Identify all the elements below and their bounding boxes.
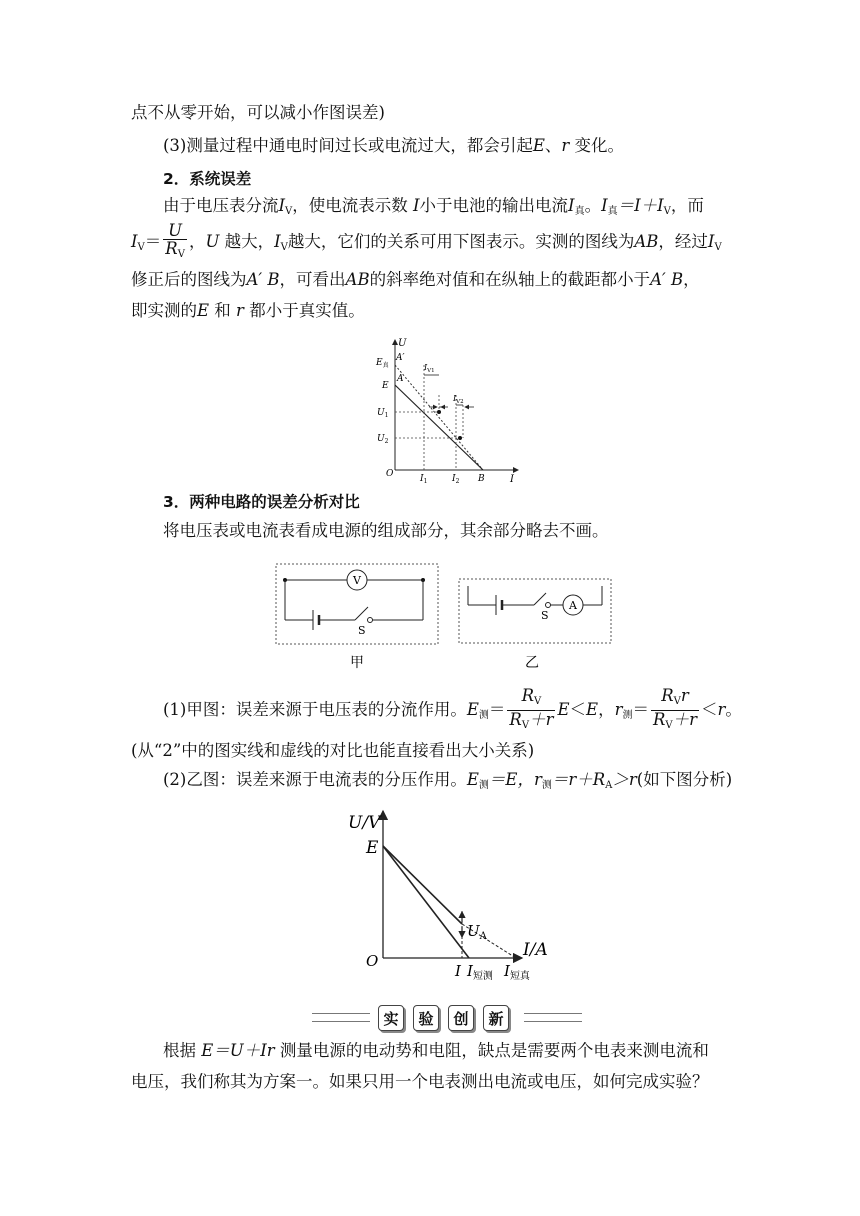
i-a-axis-label: I/A bbox=[523, 940, 548, 960]
switch-label: S bbox=[541, 609, 549, 622]
point-u2 bbox=[458, 436, 462, 440]
i-label: I bbox=[455, 962, 461, 980]
u1-label: $U_1$ bbox=[377, 408, 389, 419]
banner-char-2: 验 bbox=[413, 1005, 439, 1031]
ammeter-label: A bbox=[569, 599, 577, 612]
i2-label: $I_2$ bbox=[452, 474, 460, 485]
iv1-label: $I_{V1}$ bbox=[424, 363, 435, 374]
fraction-u-over-rv: $\frac{U}{R_V}$ bbox=[165, 221, 185, 260]
true-line bbox=[383, 846, 462, 924]
origin-label: O bbox=[386, 469, 394, 479]
a-label: A bbox=[397, 374, 404, 384]
switch-icon bbox=[355, 607, 368, 620]
text-line-11: 根据 E＝U＋Ir 测量电源的电动势和电阻，缺点是需要两个电表来测电流和 bbox=[163, 1041, 709, 1060]
i1-label: $I_1$ bbox=[420, 474, 428, 485]
circuit-jia bbox=[275, 563, 440, 673]
voltmeter-label: V bbox=[353, 574, 361, 587]
text-line-4: $I_V=$ $\frac{U}{R_V}$ ，U 越大，$I_V$越大，它们的关系可用下图表示。实测的图线为AB，经过$I_V$ bbox=[131, 222, 722, 266]
i-short-measured-label: $I_{短测}$ bbox=[467, 962, 493, 982]
u2-label: $U_2$ bbox=[377, 434, 389, 445]
caption-yi: 乙 bbox=[525, 655, 539, 671]
fraction-rv-over-rv-plus-r: $\frac{R_V}{R_V+r}$ bbox=[509, 686, 554, 731]
switch-label: S bbox=[358, 624, 366, 637]
e-true-label: $E_真$ bbox=[376, 358, 389, 369]
text-line-9: (从“2”中的图实线和虚线的对比也能直接看出大小关系) bbox=[131, 741, 535, 760]
a-prime-label: A′ bbox=[396, 353, 405, 363]
circuit-yi bbox=[458, 578, 613, 673]
figure-ammeter-error-graph bbox=[340, 808, 550, 988]
i-axis-label: I bbox=[510, 474, 514, 485]
fraction-rvr-over-rv-plus-r: $\frac{R_Vr}{R_V+r}$ bbox=[652, 686, 698, 731]
line-a-prime-b bbox=[395, 365, 483, 470]
banner-char-3: 创 bbox=[448, 1005, 474, 1031]
text-line-8: (1)甲图：误差来源于电压表的分流作用。$E_测=$ $\frac{R_V}{R_V+r}$ E＜E，$r_测=$ $\frac{R_Vr}{R_V+r}$ ＜r。 bbox=[163, 687, 742, 736]
text-line-7: 将电压表或电流表看成电源的组成部分，其余部分略去不画。 bbox=[163, 521, 609, 540]
measured-line bbox=[383, 846, 469, 958]
caption-jia: 甲 bbox=[350, 655, 364, 671]
iv2-label: $I_{V2}$ bbox=[453, 394, 464, 405]
heading-system-error: 2．系统误差 bbox=[163, 170, 252, 188]
origin-label: O bbox=[366, 952, 379, 970]
b-label: B bbox=[478, 474, 485, 484]
text-line-6: 即实测的E 和 r 都小于真实值。 bbox=[131, 301, 365, 320]
u-axis-label: U bbox=[398, 338, 407, 349]
text-line-10: (2)乙图：误差来源于电流表的分压作用。$E_测=E$，$r_测=r+R_A>r$(如下图分析) bbox=[163, 770, 733, 791]
text-line-1: 点不从零开始，可以减小作图误差) bbox=[131, 103, 385, 122]
ua-label: $U_A$ bbox=[467, 922, 487, 942]
point-u1 bbox=[437, 410, 441, 414]
text-line-2: (3)测量过程中通电时间过长或电流过大，都会引起E、r 变化。 bbox=[163, 136, 625, 155]
text-line-3: 由于电压表分流$I_V$，使电流表示数 I小于电池的输出电流$I_真$。$I_真=I+I_V$，而 bbox=[163, 196, 704, 217]
section-banner-experiment-innovation bbox=[312, 1005, 582, 1033]
line-ab bbox=[395, 385, 483, 470]
heading-two-circuits: 3．两种电路的误差分析对比 bbox=[163, 493, 360, 511]
banner-char-4: 新 bbox=[483, 1005, 509, 1031]
switch-icon bbox=[534, 593, 546, 605]
banner-char-1: 实 bbox=[378, 1005, 404, 1031]
text-line-5: 修正后的图线为A′ B，可看出AB的斜率绝对值和在纵轴上的截距都小于A′ B， bbox=[131, 270, 700, 289]
i-short-true-label: $I_{短真}$ bbox=[504, 962, 530, 982]
figure-u-i-error-graph bbox=[360, 335, 530, 485]
text-line-12: 电压，我们称其为方案一。如果只用一个电表测出电流或电压，如何完成实验？ bbox=[131, 1072, 709, 1091]
e-label: E bbox=[382, 381, 389, 391]
e-label: E bbox=[366, 838, 379, 858]
u-v-axis-label: U/V bbox=[348, 813, 381, 833]
